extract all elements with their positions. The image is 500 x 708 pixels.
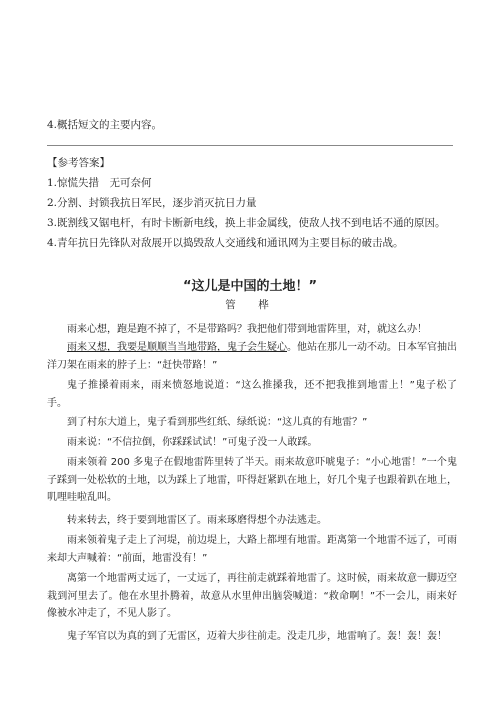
answer-item-3: 3.既割线又锯电杆，有时卡断新电线，换上非金属线，使敌人找不到电话不通的原因。 — [47, 217, 446, 229]
paragraph-2 — [47, 339, 457, 374]
section-divider — [47, 145, 453, 146]
article-title: “这儿是中国的土地！” — [182, 279, 318, 294]
answer-item-1: 1.惊慌失措 无可奈何 — [47, 177, 152, 189]
answer-item-2: 2.分割、封锁我抗日军民，逐步消灭抗日力量 — [47, 197, 257, 209]
paragraph-6: 雨来领着 200 多鬼子在假地雷阵里转了半天。雨来故意吓唬鬼子：“小心地雷！”一个鬼子踩到一处松软的土地，以为踩上了地雷，吓得赶紧趴在地上，好几个鬼子也跟着趴在地上，叽哩哇啦乱叫。 — [47, 457, 457, 503]
paragraph-10: 鬼子军官以为真的到了无雷区，迈着大步往前走。没走几步，地雷响了。轰！轰！轰！ — [67, 631, 447, 642]
paragraph-4: 到了村东大道上，鬼子看到那些红纸、绿纸说：“这儿真的有地雷？” — [67, 417, 368, 428]
answer-heading: 【参考答案】 — [47, 157, 110, 169]
answer-item-4: 4.青年抗日先锋队对敌展开以捣毁敌人交通线和通讯网为主要目标的破击战。 — [47, 237, 404, 249]
paragraph-7: 转来转去，终于要到地雷区了。雨来琢磨得想个办法逃走。 — [67, 515, 327, 526]
question-4: 4.概括短文的主要内容。 — [47, 119, 163, 131]
paragraph-1: 雨来心想，跑是跑不掉了，不是带路吗？我把他们带到地雷阵里，对，就这么办！ — [67, 324, 427, 335]
article-author: 管 桦 — [225, 299, 275, 311]
paragraph-5: 雨来说：“不信拉倒，你踩踩试试！”可鬼子没一人敢踩。 — [67, 437, 318, 448]
underlined-sentence: 雨来又想，我要是顺顺当当地带路，鬼子会生疑心 — [67, 342, 287, 353]
paragraph-2-rest: 。他站在那儿一动不动。日本军官抽出洋刀架在雨来的脖子上：“赶快带路！” — [47, 342, 457, 371]
paragraph-8: 雨来领着鬼子走上了河堤，前边堤上，大路上都埋有地雷。距离第一个地雷不远了，可雨来却大声喊着：“前面，地雷没有！” — [47, 535, 457, 564]
paragraph-3: 鬼子推搡着雨来，雨来愤怒地说道：“这么推搡我，还不把我推到地雷上！”鬼子松了手。 — [47, 380, 457, 409]
paragraph-9: 离第一个地雷两丈远了，一丈远了，再往前走就踩着地雷了。这时候，雨来故意一脚迈空栽到河里去了。他在水里扑腾着，故意从水里伸出脑袋喊道：“救命啊！”不一会儿，雨来好像被水冲走了，不见人影了。 — [47, 573, 457, 619]
